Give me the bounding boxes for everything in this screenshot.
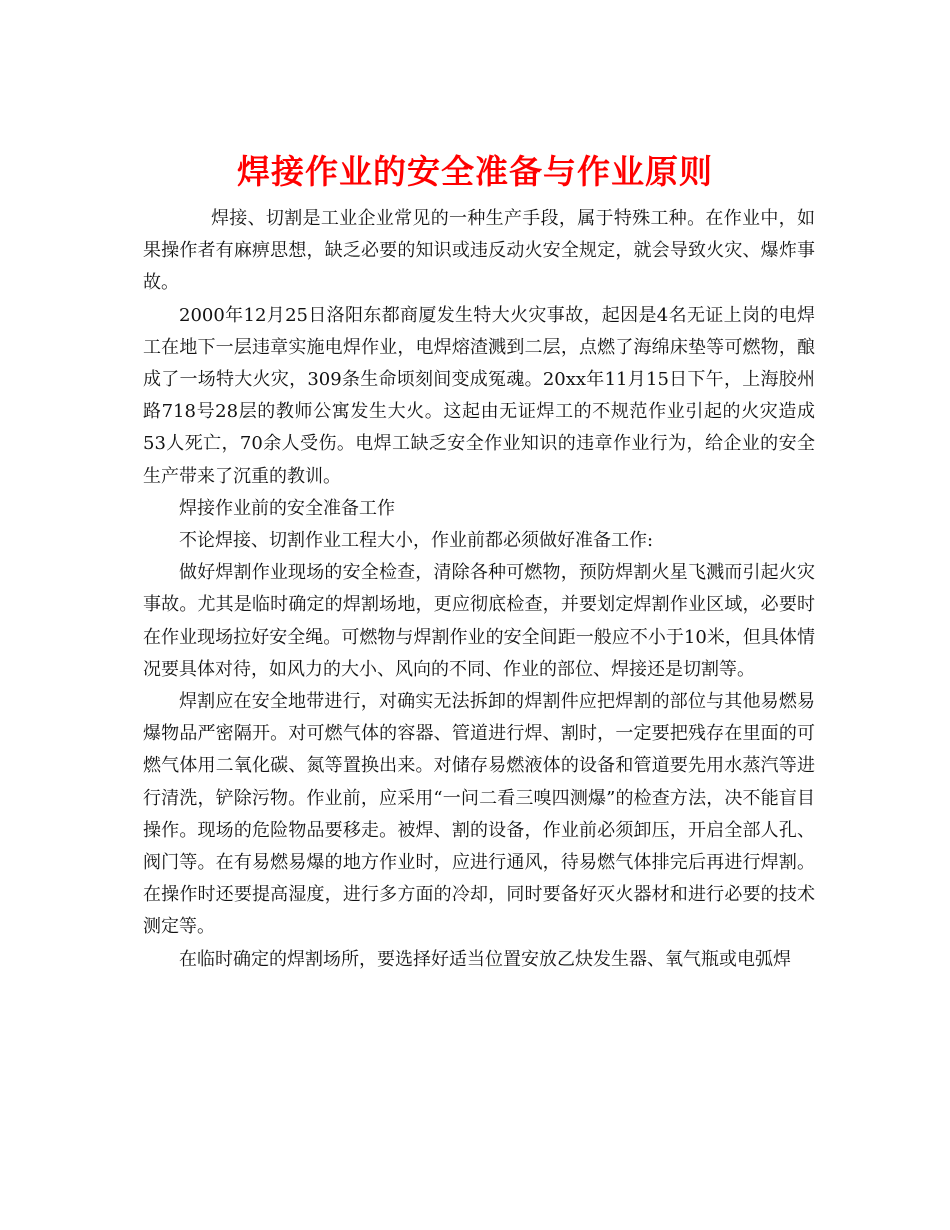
paragraph-temporary-site: 在临时确定的焊割场所，要选择好适当位置安放乙炔发生器、氧气瓶或电弧焊 bbox=[179, 948, 791, 970]
section-heading-preparation: 焊接作业前的安全准备工作 bbox=[179, 497, 395, 519]
paragraph-safe-zone: 焊割应在安全地带进行，对确实无法拆卸的焊割件应把焊割的部位与其他易燃易爆物品严密隔开。对可燃气体的容器、管道进行焊、割时，一定要把残存在里面的可燃气体用二氧化碳、氮等置换出来。对储存易燃液体的设备和管道要先用水蒸汽等进行清洗，铲除污物。作业前，应采用“一问二看三嗅四测爆”的检查方法，决不能盲目操作。现场的危险物品要移走。被焊、割的设备，作业前必须卸压，开启全部人孔、阀门等。在有易燃易爆的地方作业时，应进行通风，待易燃气体排完后再进行焊割。在操作时还要提高湿度，进行多方面的冷却，同时要备好灭火器材和进行必要的技术测定等。 bbox=[143, 691, 815, 938]
paragraph-intro: 焊接、切割是工业企业常见的一种生产手段，属于特殊工种。在作业中，如果操作者有麻痹思想，缺乏必要的知识或违反动火安全规定，就会导致火灾、爆炸事故。 bbox=[143, 208, 815, 294]
paragraph-preparation-intro: 不论焊接、切割作业工程大小，作业前都必须做好准备工作: bbox=[179, 530, 654, 552]
paragraph-site-inspection: 做好焊割作业现场的安全检查，清除各种可燃物，预防焊割火星飞溅而引起火灾事故。尤其是临时确定的焊割场地，更应彻底检查，并要划定焊割作业区域，必要时在作业现场拉好安全绳。可燃物与焊割作业的安全间距一般应不小于10米，但具体情况要具体对待，如风力的大小、风向的不同、作业的部位、焊接还是切割等。 bbox=[143, 562, 815, 680]
document-body bbox=[143, 203, 815, 976]
paragraph-case-study: 2000年12月25日洛阳东都商厦发生特大火灾事故，起因是4名无证上岗的电焊工在地下一层违章实施电焊作业，电焊熔渣溅到二层，点燃了海绵床垫等可燃物，酿成了一场特大火灾，309条生命顷刻间变成冤魂。20xx年11月15日下午，上海胶州路718号28层的教师公寓发生大火。这起由无证焊工的不规范作业引起的火灾造成53人死亡，70余人受伤。电焊工缺乏安全作业知识的违章作业行为，给企业的安全生产带来了沉重的教训。 bbox=[143, 304, 815, 487]
document-title: 焊接作业的安全准备与作业原则 bbox=[237, 152, 713, 192]
